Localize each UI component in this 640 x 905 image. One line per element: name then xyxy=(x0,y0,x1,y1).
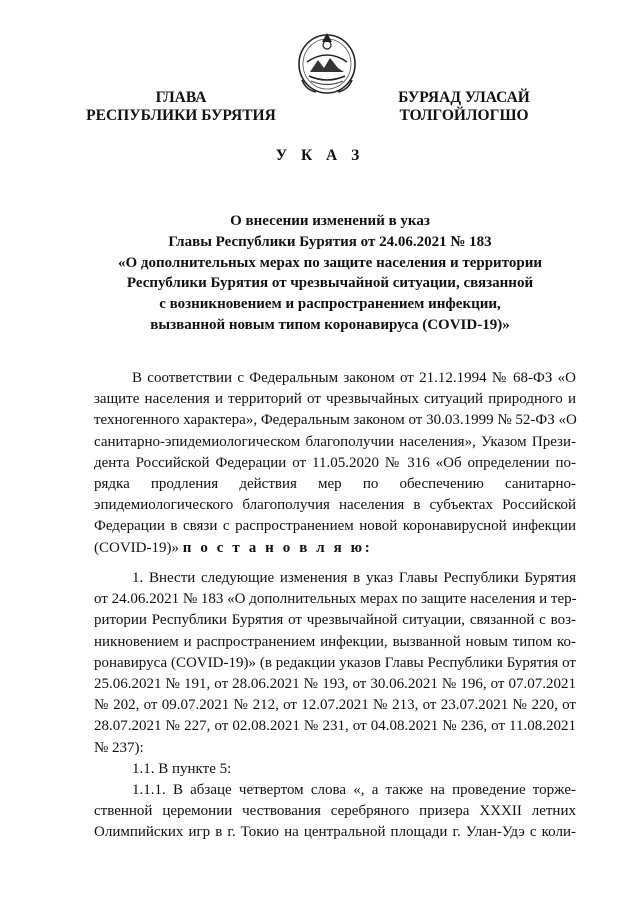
item-paragraph xyxy=(94,568,576,843)
preamble-line: рядка продления действия мер по обеспечению санитарно- xyxy=(94,475,576,492)
preamble-line: дента Российской Федерации от 11.05.2020 № 316 «Об определении по- xyxy=(94,454,576,471)
title-line: Республики Бурятия от чрезвычайной ситуации, связанной xyxy=(126,275,534,292)
item-line: 25.06.2021 № 191, от 28.06.2021 № 193, от 30.06.2021 № 196, от 07.07.2021 xyxy=(94,675,576,692)
preamble-paragraph xyxy=(94,368,576,559)
item-line: № 202, от 09.07.2021 № 212, от 12.07.2021 № 213, от 23.07.2021 № 220, от xyxy=(94,697,576,714)
preamble-line-final xyxy=(94,538,576,559)
header-right-line1: БУРЯАД УЛАСАЙ xyxy=(398,89,530,106)
header-left-line1: ГЛАВА xyxy=(155,89,207,106)
preamble-line: Федерации в связи с распространением новой коронавирусной инфекции xyxy=(94,518,576,535)
item-line: 1. Внести следующие изменения в указ Главы Республики Бурятия xyxy=(132,570,576,586)
item-line: от 24.06.2021 № 183 «О дополнительных мерах по защите населения и тер- xyxy=(94,591,577,608)
preamble-line: защите населения и территорий от чрезвычайных ситуаций природного и xyxy=(94,391,576,408)
header-left-line2: РЕСПУБЛИКИ БУРЯТИЯ xyxy=(86,107,276,124)
title-line: вызванной новым типом коронавируса (COVID-19)» xyxy=(150,316,510,333)
item-line: 28.07.2021 № 227, от 02.08.2021 № 231, от 04.08.2021 № 236, от 11.08.2021 xyxy=(94,718,576,735)
coat-of-arms-emblem-icon xyxy=(296,28,358,96)
preamble-line: санитарно-эпидемиологическом благополучии населения», Указом Прези- xyxy=(94,433,576,450)
item-line: 1.1.1. В абзаце четвертом слова «, а также на проведение торже- xyxy=(132,781,576,798)
preamble-line: (COVID-19)» xyxy=(94,539,179,556)
preamble-line: эпидемиологического благополучия населения в субъектах Российской xyxy=(94,497,576,514)
document-title xyxy=(90,211,570,336)
item-line: ронавируса (COVID-19)» (в редакции указов Главы Республики Бурятия от xyxy=(94,654,576,671)
preamble-line: В соответствии с Федеральным законом от 21.12.1994 № 68-ФЗ «О xyxy=(132,370,576,386)
item-line: никновением и распространением инфекции, вызванной новым типом ко- xyxy=(94,633,576,650)
header-right xyxy=(376,89,552,125)
resolve-word: п о с т а н о в л я ю: xyxy=(182,539,373,556)
preamble-line: техногенного характера», Федеральным законом от 30.03.1999 № 52-ФЗ «О xyxy=(94,412,577,429)
item-line: ритории Республики Бурятия от чрезвычайной ситуации, связанной с воз- xyxy=(94,612,576,629)
item-line: ственной церемонии чествования серебряного призера XXXII летних xyxy=(94,803,576,820)
document-type: У К А З xyxy=(275,147,365,164)
header-right-line2: ТОЛГОЙЛОГШО xyxy=(399,107,529,124)
item-line: Олимпийских игр в г. Токио на центральной площади г. Улан-Удэ с коли- xyxy=(94,824,576,841)
title-line: «О дополнительных мерах по защите населения и территории xyxy=(117,254,542,271)
title-line: О внесении изменений в указ xyxy=(230,213,430,229)
item-line: 1.1. В пункте 5: xyxy=(132,760,232,777)
title-line: с возникновением и распространением инфекции, xyxy=(159,296,501,313)
title-line: Главы Республики Бурятия от 24.06.2021 № 183 xyxy=(168,233,492,250)
header-left xyxy=(86,89,276,125)
item-line: № 237): xyxy=(94,739,144,756)
